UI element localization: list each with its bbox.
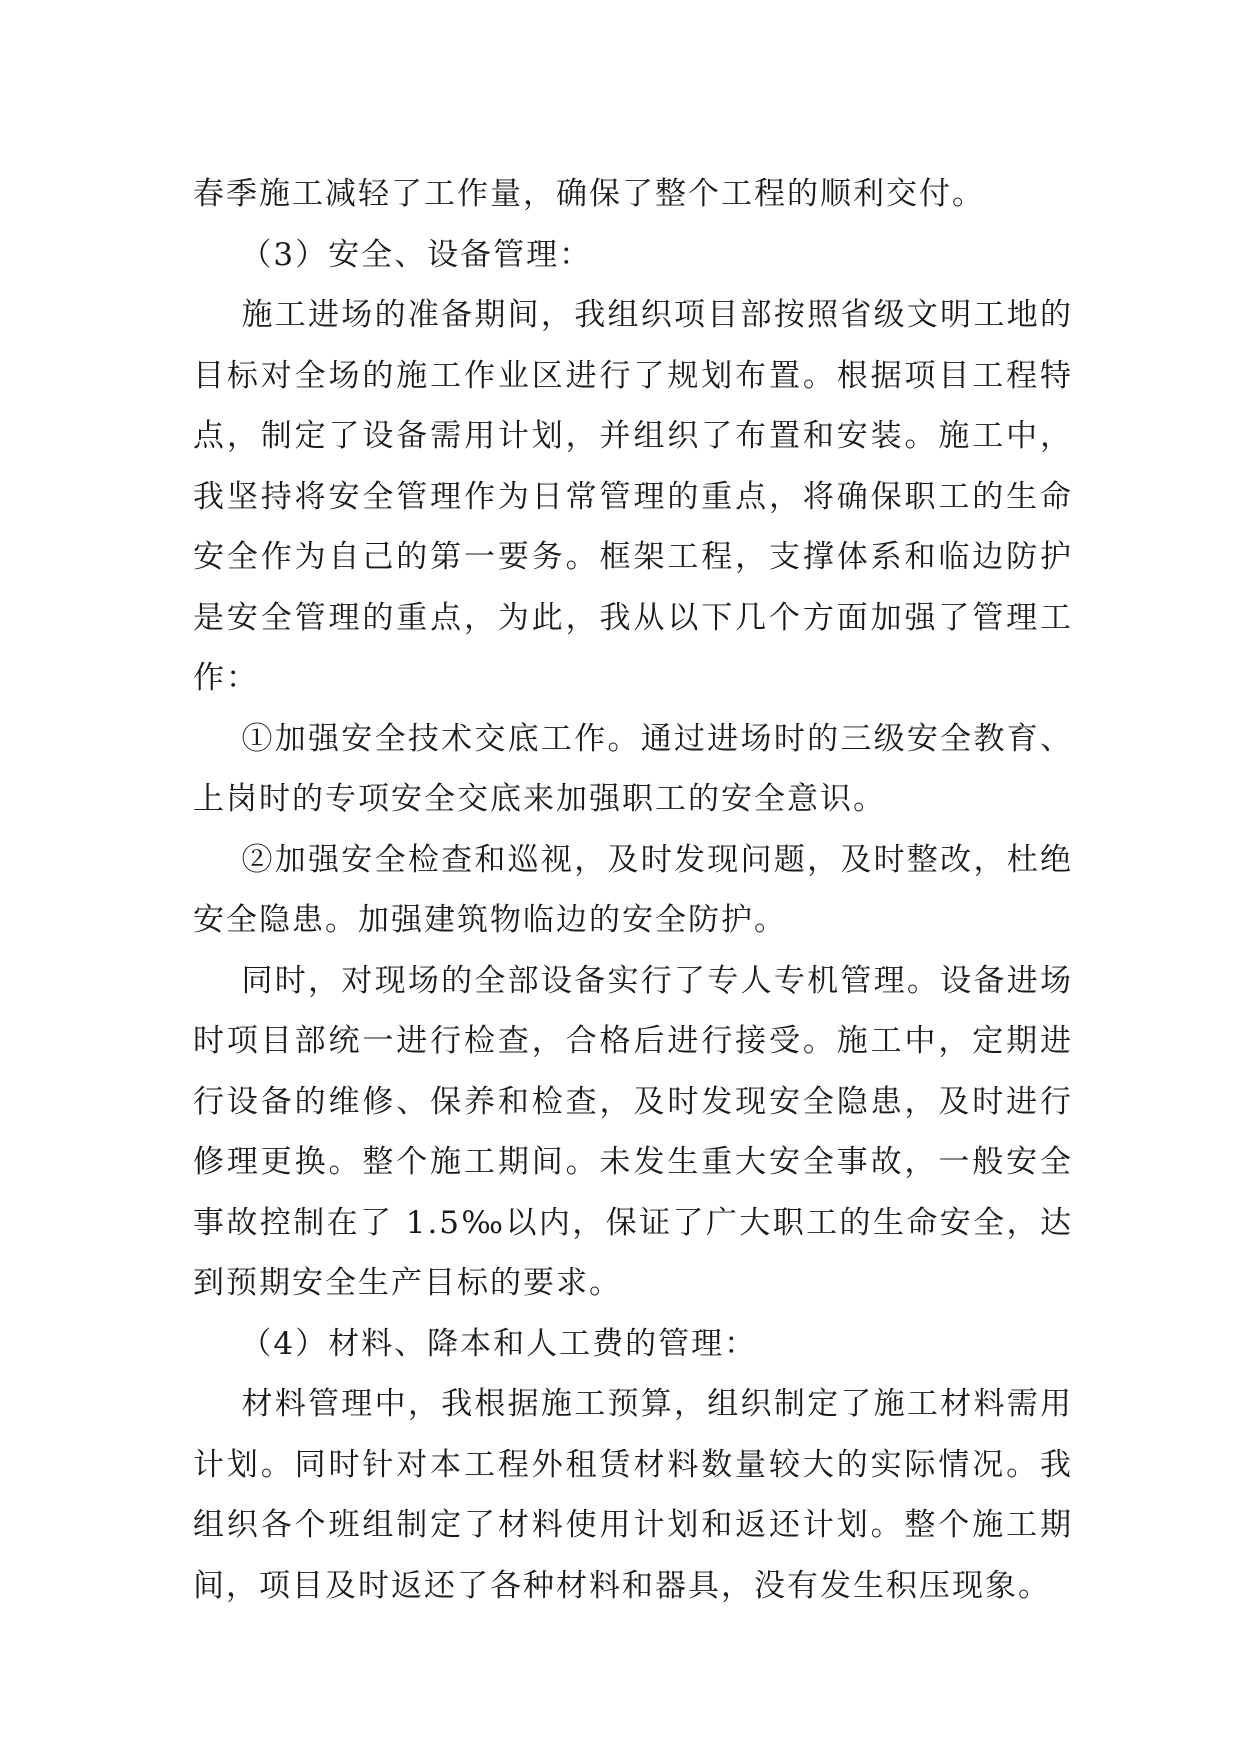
paragraph-site-preparation: 施工进场的准备期间，我组织项目部按照省级文明工地的目标对全场的施工作业区进行了规划布置。根据项目工程特点，制定了设备需用计划，并组织了布置和安装。施工中，我坚持将安全管理作为日常管理的重点，将确保职工的生命安全作为自己的第一要务。框架工程，支撑体系和临边防护是安全管理的重点，为此，我从以下几个方面加强了管理工作：: [193, 297, 1073, 696]
document-body: [193, 164, 1073, 1616]
paragraph-equipment-management: 同时，对现场的全部设备实行了专人专机管理。设备进场时项目部统一进行检查，合格后进行接受。施工中，定期进行设备的维修、保养和检查，及时发现安全隐患，及时进行修理更换。整个施工期间。未发生重大安全事故，一般安全事故控制在了 1.5‰以内，保证了广大职工的生命安全，达到预期安全生产目标的要求。: [193, 962, 1073, 1301]
paragraph-continuation: 春季施工减轻了工作量，确保了整个工程的顺利交付。: [193, 176, 985, 212]
paragraph-safety-inspection: ②加强安全检查和巡视，及时发现问题，及时整改，杜绝安全隐患。加强建筑物临边的安全防护。: [193, 841, 1073, 938]
section-heading-safety-equipment: （3）安全、设备管理：: [193, 236, 593, 273]
paragraph-safety-briefing: ①加强安全技术交底工作。通过进场时的三级安全教育、上岗时的专项安全交底来加强职工的安全意识。: [193, 720, 1073, 817]
section-heading-materials-costs: （4）材料、降本和人工费的管理：: [193, 1325, 758, 1362]
paragraph-materials-management: 材料管理中，我根据施工预算，组织制定了施工材料需用计划。同时针对本工程外租赁材料数量较大的实际情况。我组织各个班组制定了材料使用计划和返还计划。整个施工期间，项目及时返还了各种材料和器具，没有发生积压现象。: [193, 1386, 1073, 1604]
